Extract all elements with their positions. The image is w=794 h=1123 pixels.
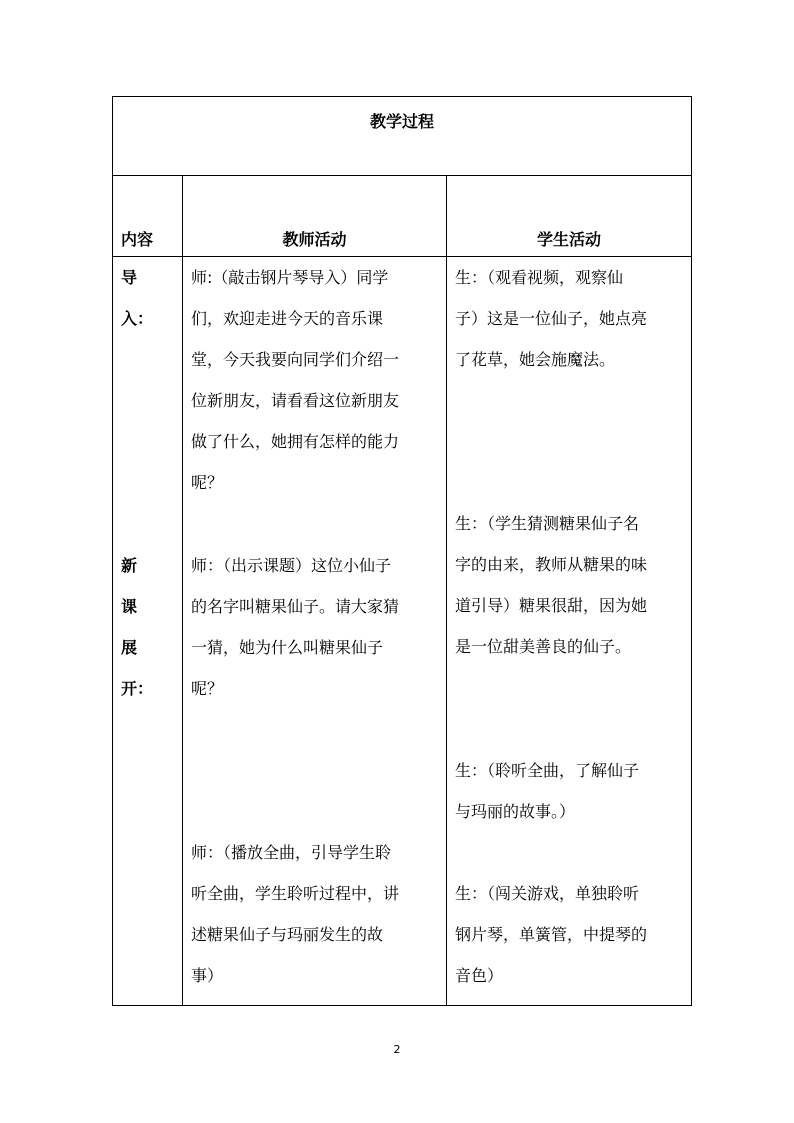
header-teacher-label: 教师活动 bbox=[282, 230, 347, 249]
table-title-cell bbox=[113, 97, 692, 176]
student-block-1: 生：（观看视频，观察仙 子）这是一位仙子，她点亮 了花草，她会施魔法。 bbox=[455, 268, 648, 369]
header-teacher bbox=[183, 176, 447, 257]
student-block-3: 生：（聆听全曲，了解仙子 与玛丽的故事。） bbox=[455, 761, 640, 821]
content-label-new-lesson: 新 课 展 开： bbox=[121, 556, 154, 698]
teacher-block-2: 师：（出示课题）这位小仙子 的名字叫糖果仙子。请大家猜 一猜，她为什么叫糖果仙子 呢？ bbox=[191, 556, 400, 698]
header-student bbox=[447, 176, 692, 257]
title-row bbox=[113, 97, 692, 176]
content-cell bbox=[113, 257, 183, 1006]
header-content-label: 内容 bbox=[121, 230, 154, 249]
teacher-cell bbox=[183, 257, 447, 1006]
page-number: 2 bbox=[393, 1043, 401, 1056]
body-row bbox=[113, 257, 692, 1006]
content-label-intro: 导 入： bbox=[121, 268, 154, 328]
header-row bbox=[113, 176, 692, 257]
lesson-process-table bbox=[112, 96, 692, 1006]
student-block-2: 生：（学生猜测糖果仙子名 字的由来，教师从糖果的味 道引导）糖果很甜，因为她 是一位甜美善良的仙子。 bbox=[455, 514, 648, 656]
teacher-block-3: 师：（播放全曲，引导学生聆 听全曲，学生聆听过程中，讲 述糖果仙子与玛丽发生的故 事） bbox=[191, 843, 400, 985]
student-cell bbox=[447, 257, 692, 1006]
table-title: 教学过程 bbox=[369, 112, 434, 131]
student-block-4: 生：（闯关游戏，单独聆听 钢片琴，单簧管，中提琴的 音色） bbox=[455, 884, 648, 985]
header-content bbox=[113, 176, 183, 257]
teacher-block-1: 师:（敲击钢片琴导入）同学 们，欢迎走进今天的音乐课 堂，今天我要向同学们介绍一 位新朋友，请看看这位新朋友 做了什么，她拥有怎样的能力 呢？ bbox=[191, 268, 400, 492]
header-student-label: 学生活动 bbox=[536, 230, 601, 249]
